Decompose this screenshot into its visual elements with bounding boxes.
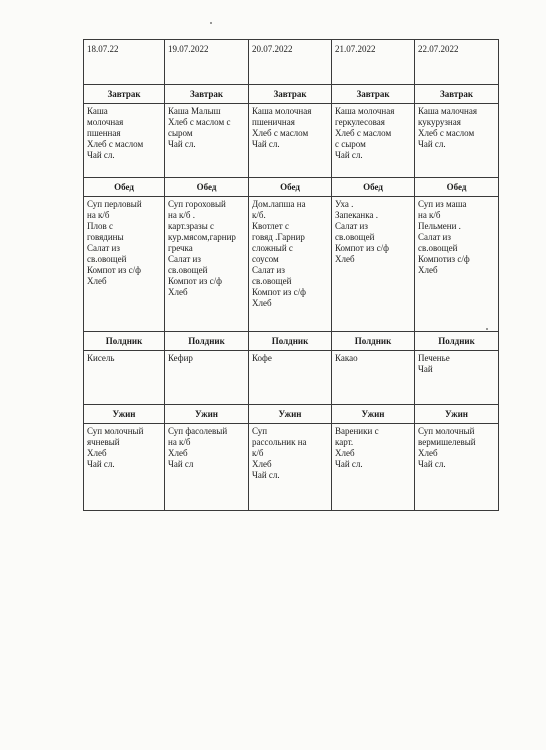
dinner-items-row	[84, 424, 499, 511]
menu-cell: Суп гороховый на к/б . карт.зразы с кур.мясом,гарнир гречка Салат из св.овощей Компот из с/ф Хлеб	[165, 197, 249, 332]
meal-header: Полдник	[415, 332, 499, 351]
meal-header: Ужин	[249, 405, 332, 424]
weekly-menu-table	[83, 39, 499, 511]
meal-header: Завтрак	[332, 85, 415, 104]
meal-header: Завтрак	[415, 85, 499, 104]
meal-header: Ужин	[415, 405, 499, 424]
meal-header: Обед	[249, 178, 332, 197]
meal-header: Завтрак	[165, 85, 249, 104]
date-cell: 20.07.2022	[249, 40, 332, 85]
date-cell: 18.07.22	[84, 40, 165, 85]
menu-cell: Каша молочная пшеничная Хлеб с маслом Чай сл.	[249, 104, 332, 178]
menu-cell: Печенье Чай	[415, 351, 499, 405]
date-cell: 19.07.2022	[165, 40, 249, 85]
date-cell: 21.07.2022	[332, 40, 415, 85]
meal-header: Полдник	[84, 332, 165, 351]
menu-cell: Вареники с карт. Хлеб Чай сл.	[332, 424, 415, 511]
snack-header-row	[84, 332, 499, 351]
meal-header: Полдник	[249, 332, 332, 351]
menu-cell: Какао	[332, 351, 415, 405]
meal-header: Обед	[332, 178, 415, 197]
menu-cell: Кисель	[84, 351, 165, 405]
dinner-header-row	[84, 405, 499, 424]
meal-header: Обед	[165, 178, 249, 197]
meal-header: Ужин	[84, 405, 165, 424]
meal-header: Полдник	[165, 332, 249, 351]
lunch-items-row	[84, 197, 499, 332]
scan-speck	[210, 22, 212, 24]
meal-header: Завтрак	[84, 85, 165, 104]
meal-header: Ужин	[165, 405, 249, 424]
menu-cell: Суп молочный ячневый Хлеб Чай сл.	[84, 424, 165, 511]
meal-header: Полдник	[332, 332, 415, 351]
date-row	[84, 40, 499, 85]
menu-cell: Каша малочная кукурузная Хлеб с маслом Чай сл.	[415, 104, 499, 178]
meal-header: Завтрак	[249, 85, 332, 104]
menu-cell: Кефир	[165, 351, 249, 405]
meal-header: Обед	[415, 178, 499, 197]
menu-cell: Дом.лапша на к/б. Квотлет с говяд .Гарнир сложный с соусом Салат из св.овощей Компот из с/ф Хлеб	[249, 197, 332, 332]
menu-cell: Суп молочный вермишелевый Хлеб Чай сл.	[415, 424, 499, 511]
menu-cell: Суп рассольник на к/б Хлеб Чай сл.	[249, 424, 332, 511]
menu-cell: Суп перловый на к/б Плов с говядины Салат из св.овощей Компот из с/ф Хлеб	[84, 197, 165, 332]
menu-cell: Кофе	[249, 351, 332, 405]
breakfast-header-row	[84, 85, 499, 104]
menu-cell: Суп из маша на к/б Пельмени . Салат из св.овощей Компотиз с/ф Хлеб	[415, 197, 499, 332]
meal-header: Обед	[84, 178, 165, 197]
menu-cell: Каша Малыш Хлеб с маслом с сыром Чай сл.	[165, 104, 249, 178]
lunch-header-row	[84, 178, 499, 197]
meal-header: Ужин	[332, 405, 415, 424]
menu-cell: Каша молочная геркулесовая Хлеб с маслом с сыром Чай сл.	[332, 104, 415, 178]
menu-cell: Уха . Запеканка . Салат из св.овощей Компот из с/ф Хлеб	[332, 197, 415, 332]
date-cell: 22.07.2022	[415, 40, 499, 85]
menu-cell: Суп фасолевый на к/б Хлеб Чай сл	[165, 424, 249, 511]
menu-cell: Каша молочная пшенная Хлеб с маслом Чай сл.	[84, 104, 165, 178]
breakfast-items-row	[84, 104, 499, 178]
snack-items-row	[84, 351, 499, 405]
